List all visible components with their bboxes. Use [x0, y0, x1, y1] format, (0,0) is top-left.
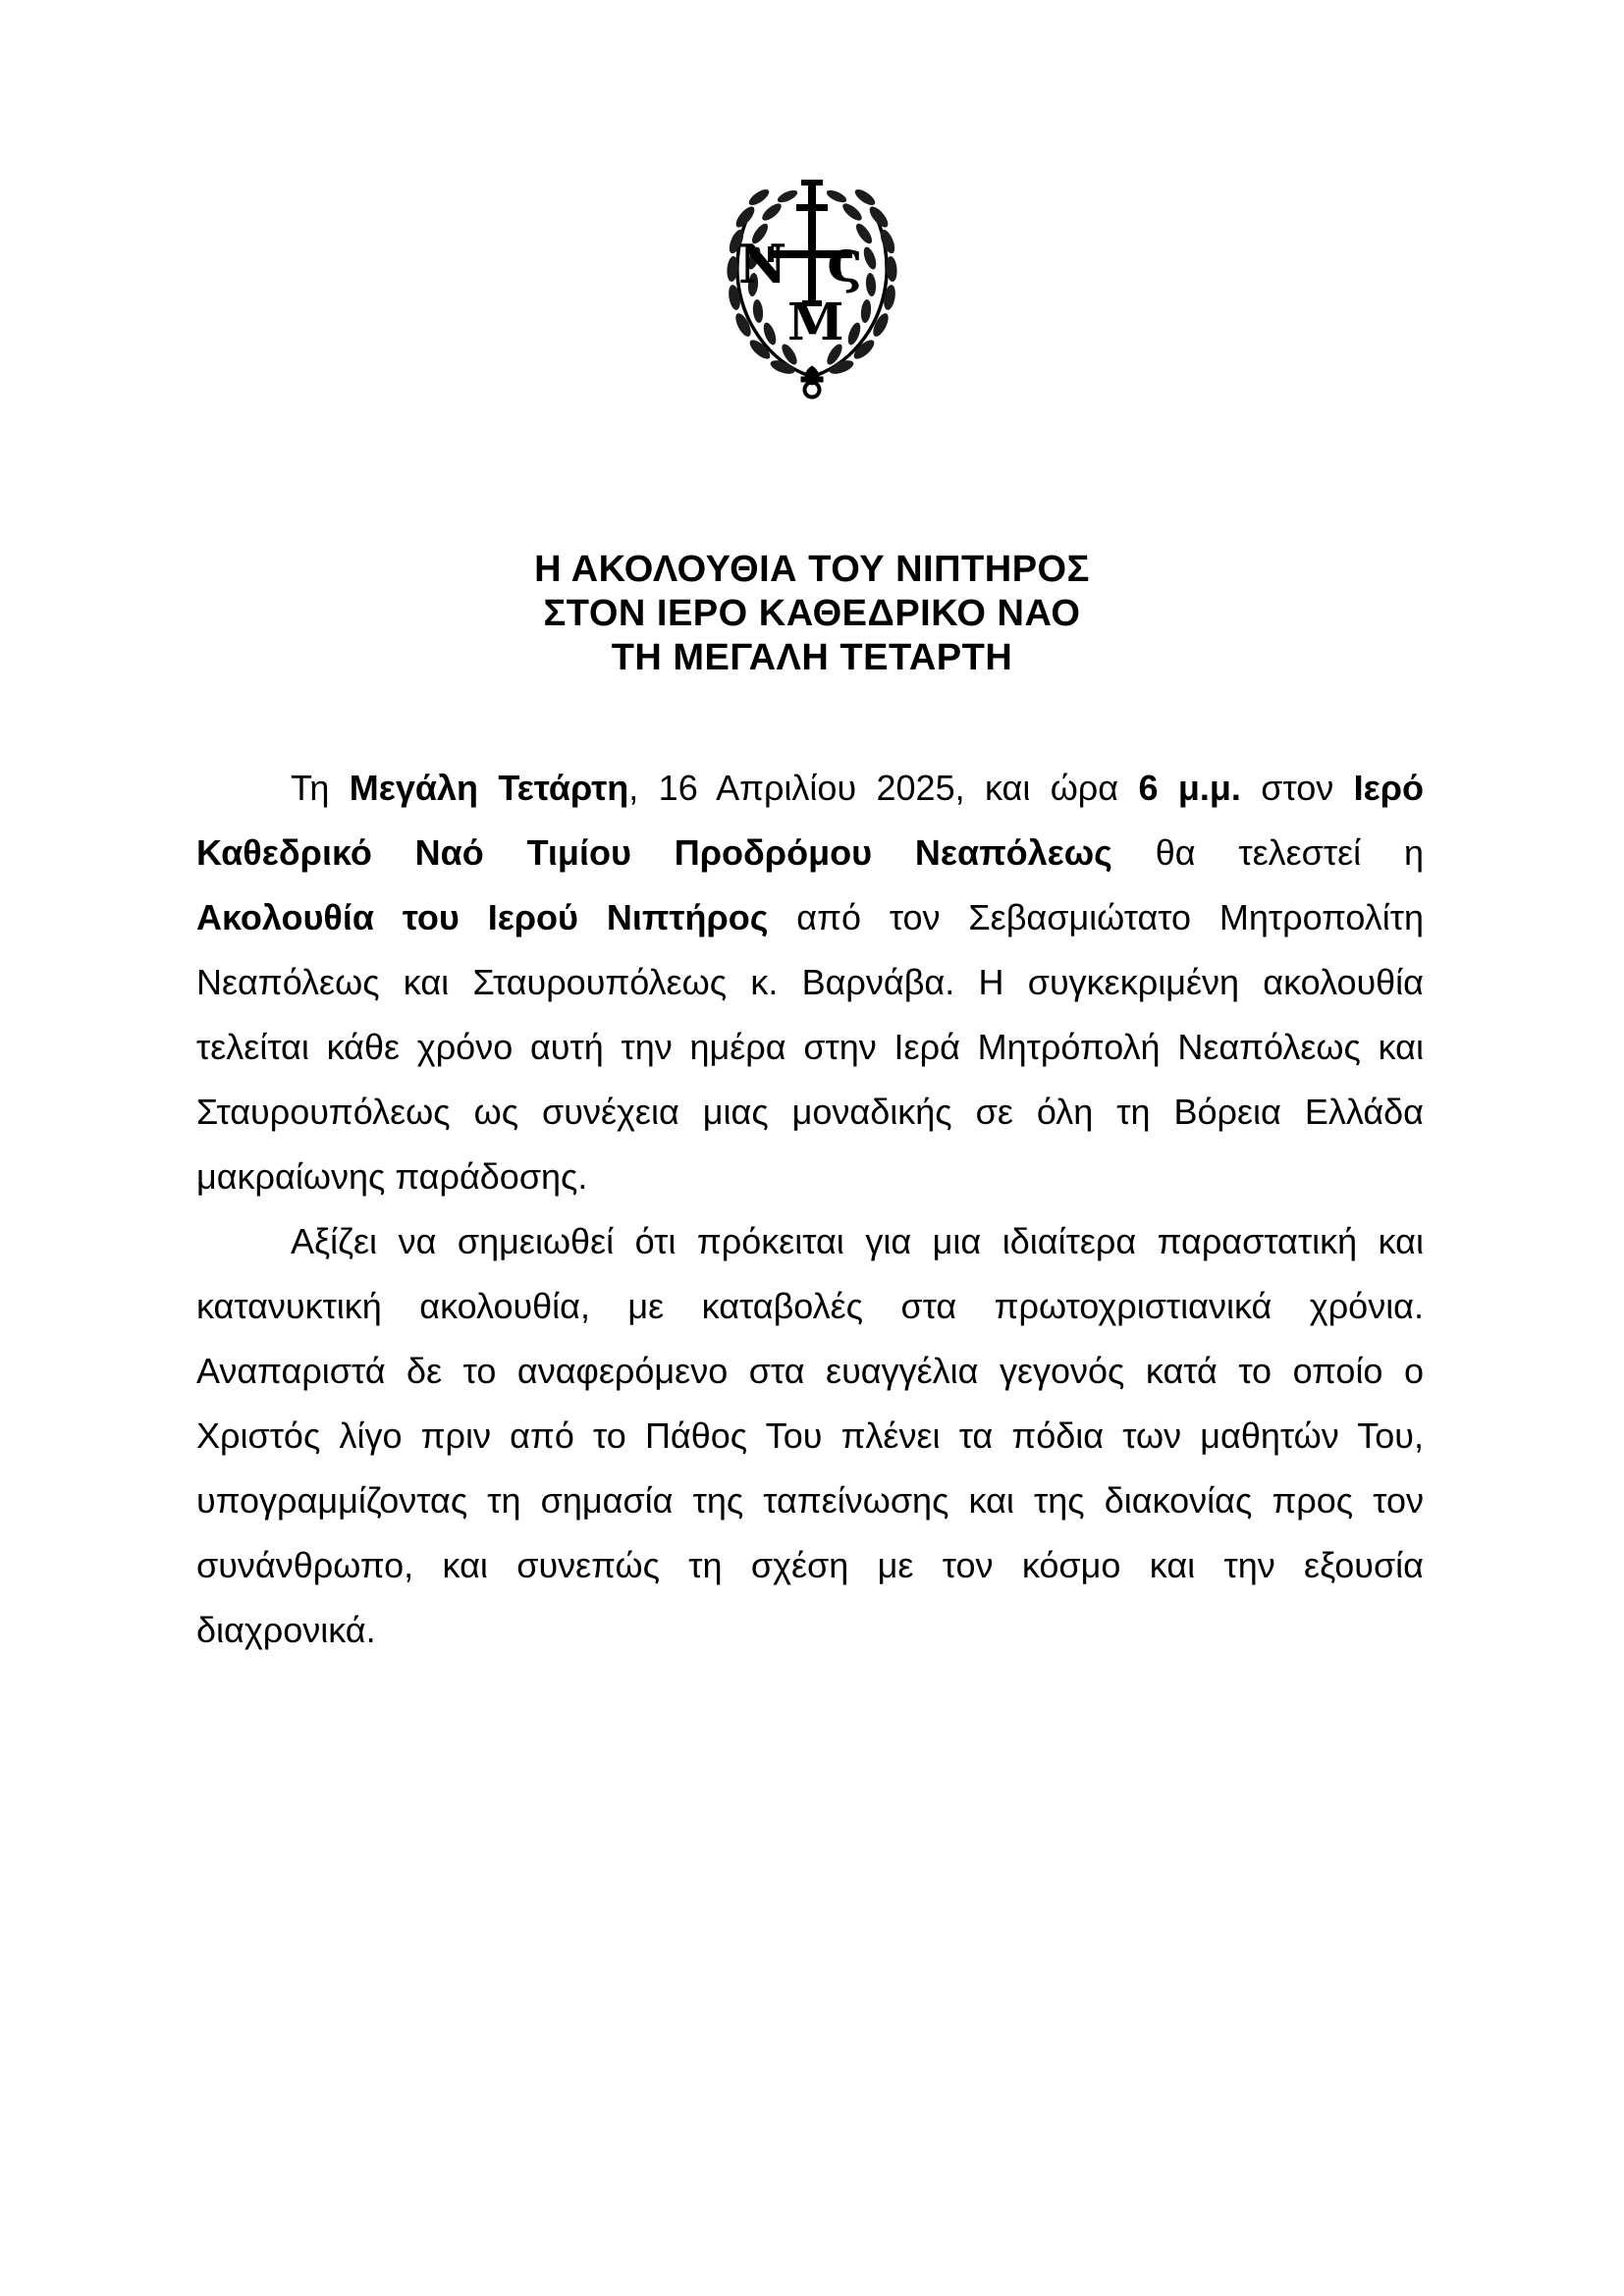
body-text: Χριστός λίγο πριν από το Πάθος Του πλένει τα πόδια των μαθητών Του, — [196, 1415, 1424, 1456]
title-line-1: Η ΑΚΟΛΟΥΘΙΑ ΤΟΥ ΝΙΠΤΗΡΟΣ — [534, 549, 1090, 590]
body-line — [196, 1015, 1424, 1080]
emblem-letter-s: ς — [827, 227, 863, 295]
body-text: , 16 Απριλίου 2025, και ώρα — [628, 768, 1139, 808]
body-text: τελείται κάθε χρόνο αυτή την ημέρα στην Ιερά Μητρόπολή Νεαπόλεως και — [196, 1027, 1424, 1067]
title-line-3: ΤΗ ΜΕΓΑΛΗ ΤΕΤΑΡΤΗ — [611, 637, 1013, 678]
body-text: μακραίωνης παράδοσης. — [196, 1156, 588, 1197]
emblem-letter-n: Ν — [738, 233, 787, 295]
body-line — [196, 1339, 1424, 1404]
body-text: υπογραμμίζοντας τη σημασία της ταπείνωσης και της διακονίας προς τον — [196, 1480, 1424, 1521]
laurel-wreath-monogram-icon — [709, 165, 915, 404]
body-text: Τη — [291, 768, 350, 808]
body-line — [196, 756, 1424, 821]
title-line-2: ΣΤΟΝ ΙΕΡΟ ΚΑΘΕΔΡΙΚΟ ΝΑΟ — [543, 593, 1081, 634]
body-paragraph — [196, 1209, 1424, 1663]
body-line — [196, 1080, 1424, 1145]
body-text-bold: Μεγάλη Τετάρτη — [349, 768, 629, 808]
document-body — [196, 756, 1424, 1663]
body-line — [196, 1145, 1424, 1209]
body-text: στον — [1240, 768, 1354, 808]
body-text: Νεαπόλεως και Σταυρουπόλεως κ. Βαρνάβα. Η συγκεκριμένη ακολουθία — [196, 962, 1424, 1002]
body-text-bold: Καθεδρικό Ναό Τιμίου Προδρόμου Νεαπόλεως — [196, 832, 1112, 873]
body-line — [196, 1533, 1424, 1598]
body-text: Σταυρουπόλεως ως συνέχεια μιας μοναδικής σε όλη τη Βόρεια Ελλάδα — [196, 1092, 1424, 1132]
document-title — [0, 548, 1624, 680]
body-line — [196, 821, 1424, 885]
body-line — [196, 1598, 1424, 1663]
body-text: Αξίζει να σημειωθεί ότι πρόκειται για μια ιδιαίτερα παραστατική και — [291, 1221, 1424, 1261]
body-line — [196, 885, 1424, 950]
body-line — [196, 1404, 1424, 1468]
emblem-letter-m: Μ — [787, 293, 844, 352]
body-text: κατανυκτική ακολουθία, με καταβολές στα πρωτοχριστιανικά χρόνια. — [196, 1286, 1424, 1326]
body-paragraph — [196, 756, 1424, 1209]
wreath-knot — [801, 366, 823, 398]
body-text: διαχρονικά. — [196, 1610, 376, 1650]
body-line — [196, 950, 1424, 1015]
body-line — [196, 1468, 1424, 1533]
body-text-bold: Ιερό — [1353, 768, 1424, 808]
body-text-bold: 6 μ.μ. — [1138, 768, 1241, 808]
body-text: συνάνθρωπο, και συνεπώς τη σχέση με τον κόσμο και την εξουσία — [196, 1545, 1424, 1585]
body-line — [196, 1274, 1424, 1339]
body-text: θα τελεστεί η — [1111, 832, 1424, 873]
body-text: Αναπαριστά δε το αναφερόμενο στα ευαγγέλια γεγονός κατά το οποίο ο — [196, 1351, 1424, 1391]
body-line — [196, 1209, 1424, 1274]
body-text-bold: Ακολουθία του Ιερού Νιπτήρος — [196, 897, 769, 937]
body-text: από τον Σεβασμιώτατο Μητροπολίτη — [768, 897, 1425, 937]
